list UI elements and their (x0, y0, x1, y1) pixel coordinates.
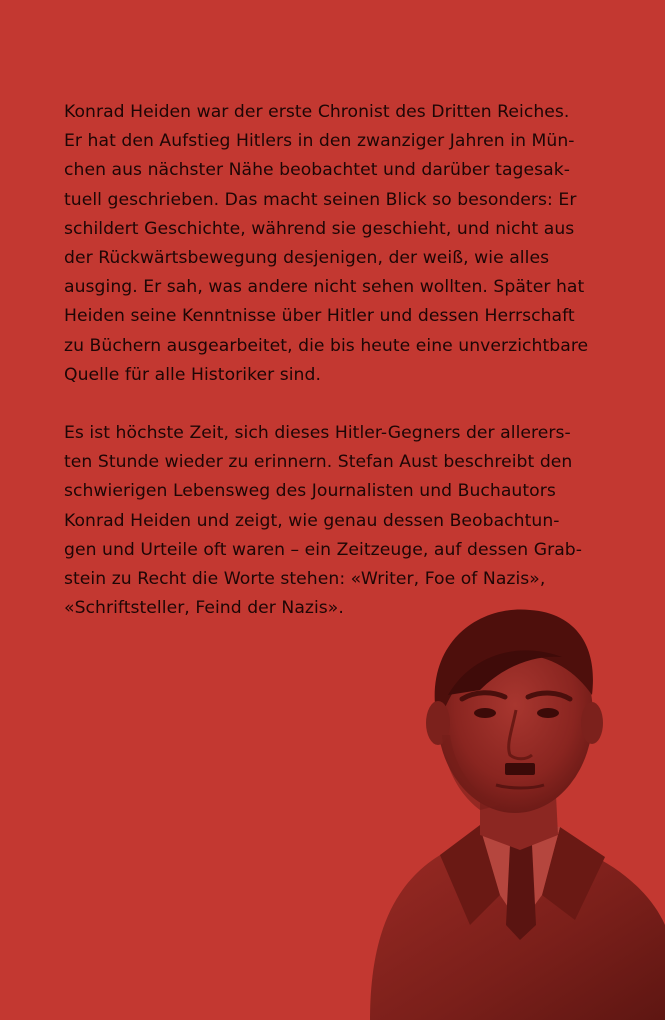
blurb-paragraph-1 (64, 98, 604, 390)
eye-shape (537, 708, 559, 718)
eye-shape (474, 708, 496, 718)
ear-shape (581, 702, 603, 744)
text-line: gen und Urteile oft waren – ein Zeitzeuge, auf dessen Grab- (64, 539, 582, 560)
text-line: Konrad Heiden war der erste Chronist des Dritten Reiches. (64, 102, 570, 122)
text-line: ten Stunde wieder zu erinnern. Stefan Aust beschreibt den (64, 452, 573, 473)
text-line: der Rückwärtsbewegung desjenigen, der weiß, wie alles (64, 248, 550, 269)
text-line: Es ist höchste Zeit, sich dieses Hitler-Gegners der allerers- (64, 423, 571, 444)
text-line: Konrad Heiden und zeigt, wie genau dessen Beobachtun- (64, 510, 560, 531)
text-line: zu Büchern ausgearbeitet, die bis heute eine unverzichtbare (64, 335, 589, 356)
blurb-paragraph-2 (64, 419, 604, 623)
moustache-shape (505, 763, 535, 775)
text-line: ausging. Er sah, was andere nicht sehen wollten. Später hat (64, 277, 585, 298)
blurb-text (64, 98, 604, 623)
text-line: schwierigen Lebensweg des Journalisten und Buchautors (64, 481, 556, 502)
text-line: Heiden seine Kenntnisse über Hitler und dessen Herrschaft (64, 306, 575, 327)
text-line: «Schriftsteller, Feind der Nazis». (64, 598, 344, 619)
text-line: Er hat den Aufstieg Hitlers in den zwanziger Jahren in Mün- (64, 131, 575, 152)
text-line: Quelle für alle Historiker sind. (64, 364, 321, 385)
portrait-photo (330, 595, 665, 1020)
text-line: tuell geschrieben. Das macht seinen Blick so besonders: Er (64, 189, 577, 210)
text-line: stein zu Recht die Worte stehen: «Writer, Foe of Nazis», (64, 569, 546, 590)
text-line: schildert Geschichte, während sie geschieht, und nicht aus (64, 218, 575, 239)
tie-shape (506, 845, 536, 940)
text-line: chen aus nächster Nähe beobachtet und darüber tagesak- (64, 160, 570, 181)
